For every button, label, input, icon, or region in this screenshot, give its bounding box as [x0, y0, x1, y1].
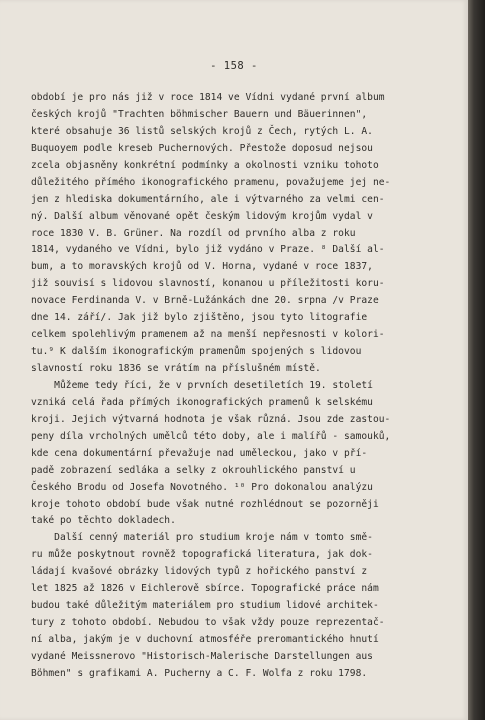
text-line: novace Ferdinanda V. v Brně-Lužánkách dne 20. srpna /v Praze: [31, 295, 379, 307]
text-line: let 1825 až 1826 v Eichlerově sbírce. Topografické práce nám: [31, 583, 379, 595]
text-line: tury z tohoto období. Nebudou to však vždy pouze reprezentač-: [31, 617, 385, 629]
text-line: tu.⁹ K dalším ikonografickým pramenům spojených s lidovou: [31, 346, 362, 358]
text-line: již souvisí s lidovou slavností, konanou u příležitosti koru-: [31, 278, 385, 290]
text-line: kroji. Jejich výtvarná hodnota je však různá. Jsou zde zastou-: [31, 413, 391, 425]
text-line: jen z hlediska dokumentárního, ale i výtvarného za velmi cen-: [31, 193, 385, 205]
text-line: ru může poskytnout rovněž topografická literatura, jak dok-: [31, 549, 373, 561]
text-line: kde cena dokumentární převažuje nad uměleckou, jako v pří-: [31, 447, 368, 459]
text-line: Můžeme tedy říci, že v prvních desetiletích 19. století: [31, 379, 373, 391]
text-line: Další cenný materiál pro studium kroje nám v tomto smě-: [31, 532, 373, 544]
text-line: ní alba, jakým je v duchovní atmosféře preromantického hnutí: [31, 634, 379, 645]
text-line: Českého Brodu od Josefa Novotného. ¹⁰ Pro dokonalou analýzu: [31, 481, 373, 493]
text-line: dne 14. září/. Jak již bylo zjištěno, jsou tyto litografie: [31, 312, 368, 324]
text-line: které obsahuje 36 listů selských krojů z Čech, rytých L. A.: [31, 125, 373, 137]
text-line: vydané Meissnerovo "Historisch-Malerische Darstellungen aus: [31, 650, 373, 662]
text-line: 1814, vydaného ve Vídni, bylo již vydáno v Praze. ⁸ Další al-: [31, 244, 385, 256]
text-line: bum, a to moravských krojů od V. Horna, vydané v roce 1837,: [31, 261, 373, 273]
text-line: slavností roku 1836 se vrátím na příslušném místě.: [31, 363, 321, 374]
text-line: celkem spolehlivým pramenem až na menší nepřesnosti v kolori-: [31, 329, 385, 341]
text-line: ný. Další album věnované opět českým lidovým krojům vydal v: [31, 210, 373, 222]
text-line: peny díla vrcholných umělců této doby, ale i malířů - samouků,: [31, 430, 391, 442]
text-line: důležitého přímého ikonografického pramenu, považujeme jej ne-: [31, 176, 391, 188]
body-text: [31, 90, 456, 683]
text-line: Böhmen" s grafikami A. Pucherny a C. F. Wolfa z roku 1798.: [31, 667, 368, 679]
text-line: období je pro nás již v roce 1814 ve Vídni vydané první album: [31, 92, 385, 103]
text-line: ládají kvašové obrázky lidových typů z hořického panství z: [31, 566, 368, 578]
page-edge: [468, 0, 485, 720]
text-line: padě zobrazení sedláka a selky z okrouhlického panství u: [31, 464, 356, 476]
text-line: roce 1830 V. B. Grüner. Na rozdíl od prvního alba z roku: [31, 227, 356, 239]
text-line: českých krojů "Trachten böhmischer Bauern und Bäuerinnen",: [31, 108, 368, 120]
page-number: - 158 -: [210, 60, 258, 72]
text-line: zcela objasněny konkrétní podmínky a okolnosti vzniku tohoto: [31, 159, 379, 171]
text-line: kroje tohoto období bude však nutné rozhlédnout se pozorněji: [31, 498, 379, 510]
text-line: také po těchto dokladech.: [31, 515, 176, 527]
text-line: vzniká celá řada přímých ikonografických pramenů k selskému: [31, 396, 373, 408]
text-line: Buquoyem podle kreseb Puchernových. Přestože doposud nejsou: [31, 142, 373, 154]
text-line: budou také důležitým materiálem pro studium lidové architek-: [31, 600, 379, 612]
